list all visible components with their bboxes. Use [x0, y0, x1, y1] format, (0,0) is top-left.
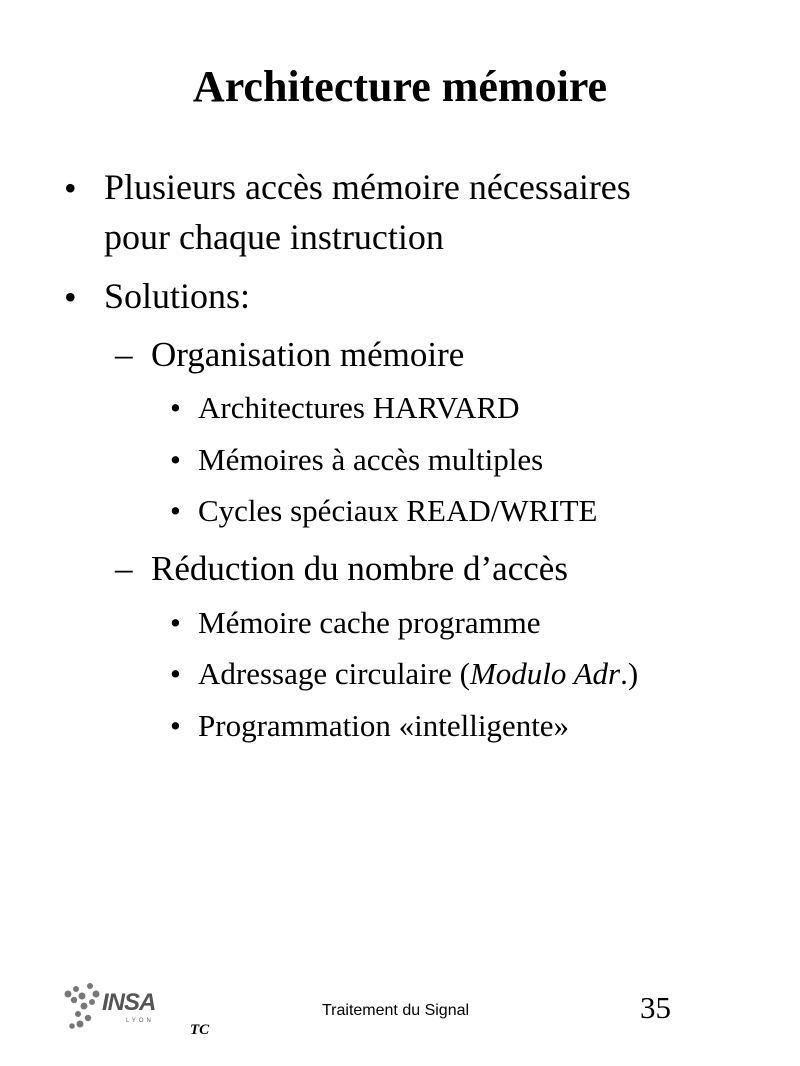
sub-item-circular: [198, 653, 638, 695]
sub-item-circular-before: Adressage circulaire (: [198, 656, 470, 691]
sub-bullet-marker: •: [170, 605, 181, 640]
logo-text: INSA: [102, 989, 156, 1016]
sub-item: Mémoires à accès multiples: [198, 442, 544, 477]
sub-bullet-marker: •: [170, 493, 181, 528]
bullet-marker: •: [64, 168, 77, 208]
department-label: TC: [190, 1022, 210, 1038]
sub-item: Cycles spéciaux READ/WRITE: [198, 493, 598, 528]
sub-bullet-marker: •: [170, 442, 181, 477]
section-heading: Réduction du nombre d’accès: [151, 549, 568, 588]
bullet-text-line2: pour chaque instruction: [104, 217, 444, 257]
sub-item: Mémoire cache programme: [198, 605, 541, 640]
sub-bullet-marker: •: [170, 390, 181, 425]
bullet-text-solutions: Solutions:: [104, 276, 251, 316]
dash-marker: –: [115, 335, 133, 374]
sub-item-circular-italic: Modulo Adr: [469, 656, 621, 691]
logo-subtext: LYON: [126, 1018, 154, 1024]
footer-title: Traitement du Signal: [322, 1002, 470, 1019]
bullet-text-line1: Plusieurs accès mémoire nécessaires: [104, 167, 631, 207]
section-heading: Organisation mémoire: [151, 335, 465, 374]
slide-title: Architecture mémoire: [192, 62, 608, 111]
page-number: 35: [640, 990, 671, 1025]
sub-bullet-marker: •: [170, 708, 181, 743]
sub-item: Programmation «intelligente»: [198, 708, 570, 743]
sub-item: Architectures HARVARD: [198, 390, 520, 425]
bullet-marker: •: [64, 277, 77, 317]
sub-item-circular-after: .): [620, 656, 639, 691]
dash-marker: –: [115, 549, 133, 588]
sub-bullet-marker: •: [170, 656, 181, 691]
